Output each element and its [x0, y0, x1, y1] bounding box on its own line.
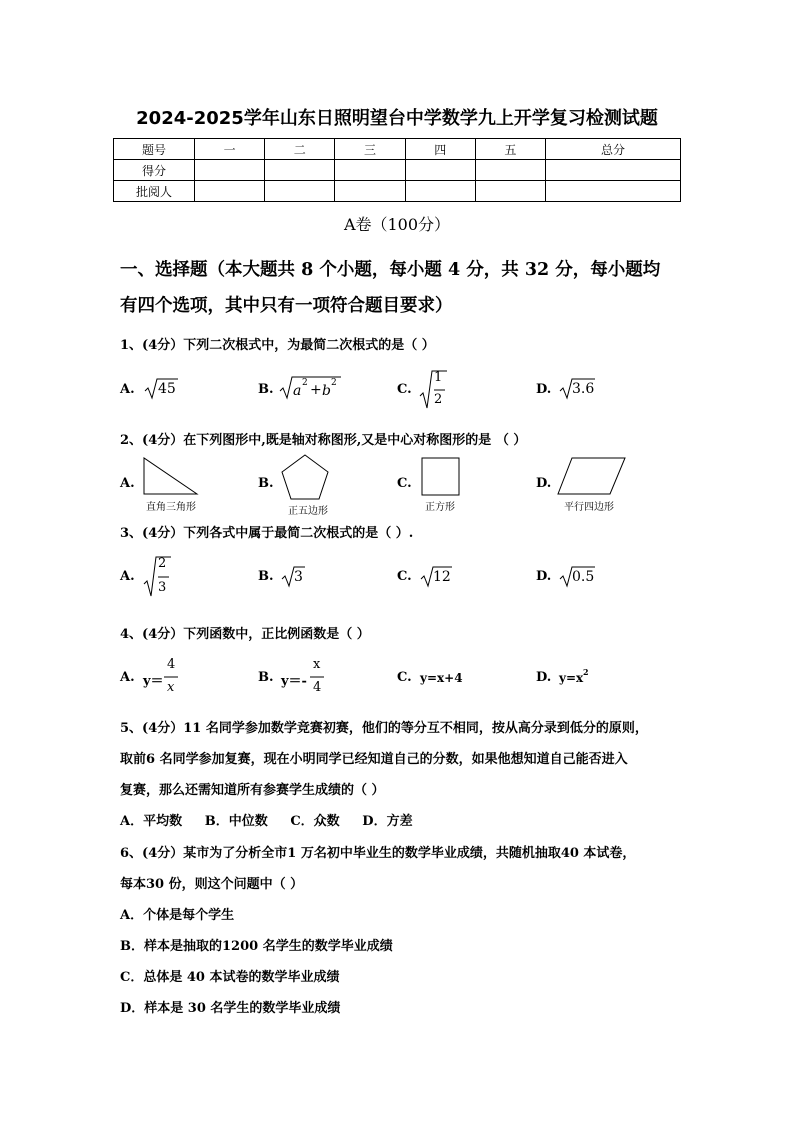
- q2-c-caption: 正方形: [425, 502, 455, 513]
- q3-d-radicand: 0.5: [572, 569, 595, 585]
- q2-option-a-label: A.: [120, 476, 135, 491]
- q3-option-a-label: A.: [120, 569, 135, 584]
- q4-option-d-label: D.: [536, 670, 552, 685]
- score-table-row: [114, 181, 681, 202]
- score-input-cell: [405, 181, 475, 202]
- section-a-title: A卷（100分）: [343, 215, 451, 234]
- score-input-cell: [195, 181, 265, 202]
- score-table-cell: 得分: [114, 160, 195, 181]
- score-input-cell: [195, 160, 265, 181]
- q1-option-d-label: D.: [536, 382, 552, 397]
- parallelogram-shape: [557, 457, 627, 497]
- q4-a-prefix: y＝: [143, 674, 164, 689]
- q2-a-caption: 直角三角形: [146, 502, 196, 513]
- q2-option-d-label: D.: [536, 476, 552, 491]
- q4-option-c-label: C.: [397, 670, 412, 685]
- q4-b-denominator: 4: [313, 680, 322, 695]
- q5-line3: 复赛，那么还需知道所有参赛学生成绩的（ ）: [120, 783, 385, 798]
- q4-b-numerator: x: [313, 657, 321, 672]
- q1-option-b-label: B.: [258, 382, 274, 397]
- q5-line2: 取前6 名同学参加复赛，现在小明同学已经知道自己的分数，如果他想知道自己能否进入: [120, 752, 628, 767]
- q2-stem: 2、(4分）在下列图形中,既是轴对称图形,又是中心对称图形的是 （ ）: [120, 433, 527, 448]
- q1-stem: 1、(4分）下列二次根式中，为最简二次根式的是（ ）: [120, 338, 435, 353]
- exam-title: 2024-2025学年山东日照明望台中学数学九上开学复习检测试题: [136, 108, 658, 129]
- q4-a-fraction-bar: [164, 676, 180, 678]
- score-table-row: [114, 160, 681, 181]
- q1-c-numerator: 1: [434, 370, 443, 385]
- q3-option-b-label: B.: [258, 569, 274, 584]
- q1-option-c-label: C.: [397, 382, 412, 397]
- right-triangle-shape: [143, 457, 199, 497]
- score-table: [113, 138, 681, 202]
- q3-b-radicand: 3: [294, 569, 303, 585]
- q1-option-a-label: A.: [120, 382, 135, 397]
- q4-a-numerator: 4: [167, 657, 176, 672]
- score-input-cell: [335, 160, 405, 181]
- score-input-cell: [546, 160, 681, 181]
- q3-option-d-label: D.: [536, 569, 552, 584]
- part1-heading-line1: 一、选择题（本大题共 8 个小题，每小题 4 分，共 32 分，每小题均: [120, 260, 661, 280]
- score-input-cell: [546, 181, 681, 202]
- q2-d-caption: 平行四边形: [564, 502, 614, 513]
- score-input-cell: [475, 181, 545, 202]
- q6-option-c: C．总体是 40 本试卷的数学毕业成绩: [120, 970, 340, 985]
- q1-a-radicand: 45: [158, 381, 176, 397]
- score-input-cell: [265, 181, 335, 202]
- q4-c-expression: y=x+4: [420, 671, 463, 685]
- q6-line2: 每本30 份，则这个问题中（ ）: [120, 877, 304, 892]
- q1-b-exp-a: 2: [302, 378, 308, 388]
- q6-line1: 6、(4分）某市为了分析全市1 万名初中毕业生的数学毕业成绩，共随机抽取40 本试卷，: [120, 846, 636, 861]
- part1-heading-line2: 有四个选项，其中只有一项符合题目要求）: [120, 296, 453, 316]
- q4-a-denominator: x: [167, 680, 175, 695]
- score-table-cell: 五: [475, 139, 545, 160]
- score-table-cell: 三: [335, 139, 405, 160]
- score-table-cell: 二: [265, 139, 335, 160]
- q4-stem: 4、(4分）下列函数中，正比例函数是（ ）: [120, 627, 370, 642]
- score-table-cell: 四: [405, 139, 475, 160]
- q1-b-var-b: b: [322, 383, 331, 399]
- q2-b-caption: 正五边形: [288, 506, 328, 517]
- score-input-cell: [475, 160, 545, 181]
- q6-option-b: B．样本是抽取的1200 名学生的数学毕业成绩: [120, 939, 393, 954]
- q4-d-exponent: 2: [583, 667, 589, 677]
- score-input-cell: [335, 181, 405, 202]
- score-table-cell: 总分: [546, 139, 681, 160]
- q1-b-exp-b: 2: [331, 378, 337, 388]
- q4-d-expression: y=x: [559, 671, 584, 685]
- regular-pentagon-shape: [281, 454, 331, 502]
- q3-a-numerator: 2: [158, 556, 167, 571]
- score-input-cell: [405, 160, 475, 181]
- q4-option-b-label: B.: [258, 670, 274, 685]
- q5-line1: 5、(4分）11 名同学参加数学竞赛初赛，他们的等分互不相同，按从高分录到低分的原则，: [120, 721, 648, 736]
- q6-option-a: A．个体是每个学生: [120, 908, 235, 923]
- q1-d-radicand: 3.6: [572, 381, 595, 397]
- q3-option-c-label: C.: [397, 569, 412, 584]
- q4-b-fraction-bar: [310, 676, 326, 678]
- score-table-cell: 一: [195, 139, 265, 160]
- score-table-header-row: [114, 139, 681, 160]
- q1-b-plus: +: [310, 382, 322, 398]
- q2-option-b-label: B.: [258, 476, 274, 491]
- q3-stem: 3、(4分）下列各式中属于最简二次根式的是（ ）.: [120, 526, 414, 541]
- q1-c-denominator: 2: [434, 392, 443, 407]
- q3-c-radicand: 12: [433, 569, 451, 585]
- score-table-cell: 题号: [114, 139, 195, 160]
- score-table-cell: 批阅人: [114, 181, 195, 202]
- q3-a-denominator: 3: [158, 580, 167, 595]
- q6-option-d: D．样本是 30 名学生的数学毕业成绩: [120, 1001, 341, 1016]
- q1-b-var-a: a: [293, 383, 302, 399]
- score-input-cell: [265, 160, 335, 181]
- square-shape: [421, 457, 461, 497]
- q4-b-prefix: y＝-: [281, 674, 307, 689]
- q5-options: A．平均数 B．中位数 C．众数 D．方差: [120, 814, 413, 829]
- q4-option-a-label: A.: [120, 670, 135, 685]
- q2-option-c-label: C.: [397, 476, 412, 491]
